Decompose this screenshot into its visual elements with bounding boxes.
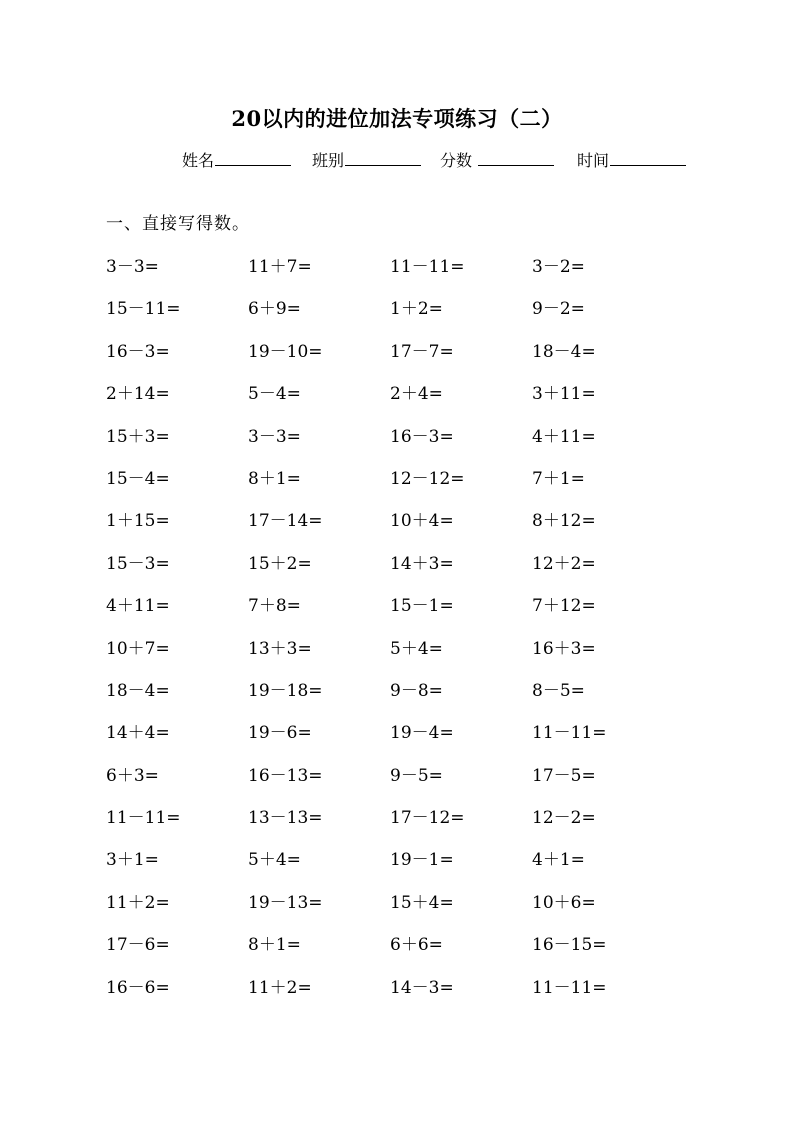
arithmetic-problem: 8＋12=	[532, 511, 596, 532]
arithmetic-problem: 5＋4=	[248, 850, 301, 871]
arithmetic-problem: 1＋2=	[390, 299, 443, 320]
arithmetic-problem: 3－3=	[248, 426, 301, 447]
arithmetic-problem: 15＋4=	[390, 892, 454, 913]
arithmetic-problem: 7＋12=	[532, 596, 596, 617]
arithmetic-problem: 15－3=	[106, 553, 170, 574]
arithmetic-problem: 16－15=	[532, 935, 607, 956]
arithmetic-problem: 12－12=	[390, 468, 465, 489]
arithmetic-problem: 14－3=	[390, 977, 454, 998]
arithmetic-problem: 4＋11=	[532, 426, 596, 447]
arithmetic-problem: 19－18=	[248, 680, 323, 701]
time-label: 时间	[577, 151, 610, 170]
arithmetic-problem: 15－11=	[106, 299, 181, 320]
arithmetic-problem: 16－6=	[106, 977, 170, 998]
arithmetic-problem: 8－5=	[532, 680, 585, 701]
score-blank-line[interactable]	[478, 151, 554, 166]
arithmetic-problem: 19－6=	[248, 723, 312, 744]
arithmetic-problem: 14＋4=	[106, 723, 170, 744]
arithmetic-problem: 10＋4=	[390, 511, 454, 532]
arithmetic-problem: 2＋14=	[106, 384, 170, 405]
arithmetic-problem: 16－3=	[106, 341, 170, 362]
arithmetic-problem: 7＋1=	[532, 468, 585, 489]
arithmetic-problem: 12＋2=	[532, 553, 596, 574]
arithmetic-problem: 11－11=	[532, 977, 607, 998]
score-field[interactable]	[440, 148, 554, 171]
arithmetic-problem: 19－1=	[390, 850, 454, 871]
arithmetic-problem: 11＋2=	[248, 977, 312, 998]
arithmetic-problem: 17－5=	[532, 765, 596, 786]
arithmetic-problem: 11＋7=	[248, 257, 312, 277]
arithmetic-problem: 15－4=	[106, 468, 170, 489]
arithmetic-problem: 10＋6=	[532, 892, 596, 913]
arithmetic-problem: 6＋9=	[248, 299, 301, 320]
arithmetic-problem: 2＋4=	[390, 384, 443, 405]
arithmetic-problem: 3－3=	[106, 257, 159, 277]
name-label: 姓名	[182, 151, 215, 170]
worksheet-title: 20以内的进位加法专项练习（二）	[231, 106, 563, 131]
arithmetic-problem: 8＋1=	[248, 468, 301, 489]
arithmetic-problem: 9－8=	[390, 680, 443, 701]
arithmetic-problem: 17－14=	[248, 511, 323, 532]
arithmetic-problem: 3－2=	[532, 257, 585, 277]
arithmetic-problem: 11－11=	[532, 723, 607, 744]
arithmetic-problem: 4＋1=	[532, 850, 585, 871]
arithmetic-problem: 7＋8=	[248, 596, 301, 617]
arithmetic-problem: 16－3=	[390, 426, 454, 447]
name-field[interactable]	[182, 148, 291, 171]
arithmetic-problem: 5－4=	[248, 384, 301, 405]
student-info-bar	[0, 148, 794, 170]
arithmetic-problem: 18－4=	[532, 341, 596, 362]
arithmetic-problem: 1＋15=	[106, 511, 170, 532]
arithmetic-problem: 3＋1=	[106, 850, 159, 871]
arithmetic-problem: 6＋6=	[390, 935, 443, 956]
arithmetic-problem: 15＋3=	[106, 426, 170, 447]
arithmetic-problem: 17－12=	[390, 808, 465, 829]
arithmetic-problem: 18－4=	[106, 680, 170, 701]
time-blank-line[interactable]	[610, 151, 686, 166]
time-field[interactable]	[577, 148, 686, 171]
arithmetic-problem: 3＋11=	[532, 384, 596, 405]
section-heading: 一、直接写得数。	[106, 214, 250, 234]
arithmetic-problem: 6＋3=	[106, 765, 159, 786]
arithmetic-problem: 17－7=	[390, 341, 454, 362]
arithmetic-problem: 9－2=	[532, 299, 585, 320]
arithmetic-problem: 16－13=	[248, 765, 323, 786]
arithmetic-problem: 8＋1=	[248, 935, 301, 956]
class-label: 班别	[312, 151, 345, 170]
arithmetic-problem: 11＋2=	[106, 892, 170, 913]
arithmetic-problem: 11－11=	[390, 257, 465, 277]
arithmetic-problem: 19－4=	[390, 723, 454, 744]
arithmetic-problem: 11－11=	[106, 808, 181, 829]
arithmetic-problem: 15－1=	[390, 596, 454, 617]
arithmetic-problem: 19－13=	[248, 892, 323, 913]
arithmetic-problem: 15＋2=	[248, 553, 312, 574]
arithmetic-problem: 19－10=	[248, 341, 323, 362]
name-blank-line[interactable]	[215, 151, 291, 166]
class-field[interactable]	[312, 148, 421, 171]
arithmetic-problem: 12－2=	[532, 808, 596, 829]
arithmetic-problem: 17－6=	[106, 935, 170, 956]
score-label: 分数	[440, 151, 478, 170]
arithmetic-problem: 13＋3=	[248, 638, 312, 659]
arithmetic-problem: 5＋4=	[390, 638, 443, 659]
arithmetic-problem: 10＋7=	[106, 638, 170, 659]
arithmetic-problem: 4＋11=	[106, 596, 170, 617]
arithmetic-problem: 9－5=	[390, 765, 443, 786]
class-blank-line[interactable]	[345, 151, 421, 166]
arithmetic-problem: 13－13=	[248, 808, 323, 829]
arithmetic-problem: 16＋3=	[532, 638, 596, 659]
arithmetic-problem: 14＋3=	[390, 553, 454, 574]
